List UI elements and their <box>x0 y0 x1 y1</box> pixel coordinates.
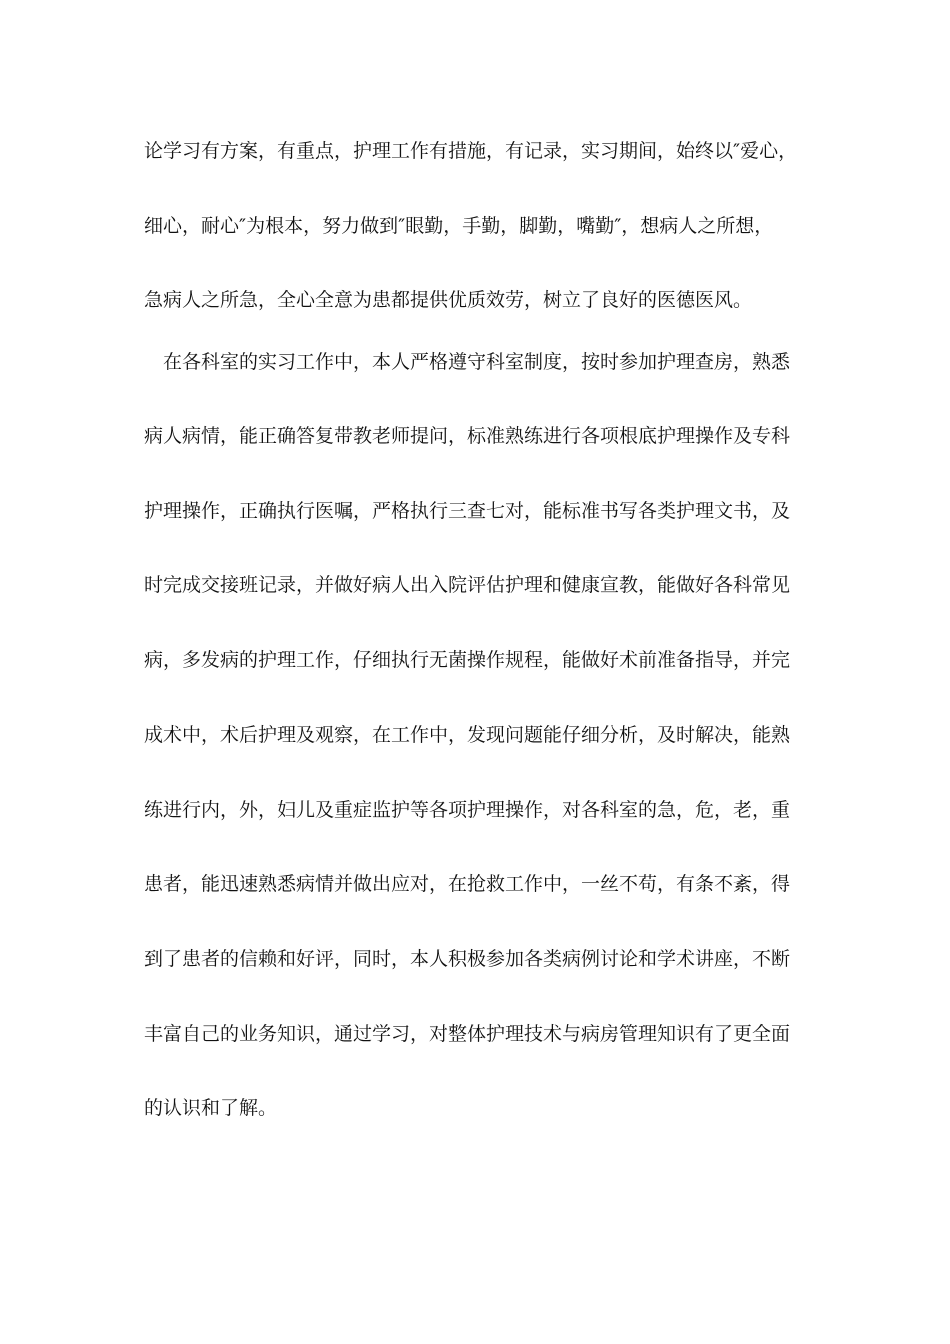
text-line: 护理操作，正确执行医嘱，严格执行三查七对，能标准书写各类护理文书，及 <box>144 500 791 522</box>
text-line: 成术中，术后护理及观察，在工作中，发现问题能仔细分析，及时解决，能熟 <box>144 724 791 746</box>
paragraph-start-line: 在各科室的实习工作中，本人严格遵守科室制度，按时参加护理查房，熟悉 <box>163 351 791 373</box>
text-line: 急病人之所急，全心全意为患都提供优质效劳，树立了良好的医德医风。 <box>144 289 753 311</box>
text-line: 到了患者的信赖和好评，同时，本人积极参加各类病例讨论和学术讲座，不断 <box>144 948 791 970</box>
text-line: 患者，能迅速熟悉病情并做出应对，在抢救工作中，一丝不苟，有条不紊，得 <box>144 873 791 895</box>
text-line: 丰富自己的业务知识，通过学习，对整体护理技术与病房管理知识有了更全面 <box>144 1023 791 1045</box>
text-line: 病人病情，能正确答复带教老师提问，标准熟练进行各项根底护理操作及专科 <box>144 425 791 447</box>
text-line: 的认识和了解。 <box>144 1097 278 1119</box>
text-line: 细心，耐心″为根本，努力做到″眼勤，手勤，脚勤，嘴勤″，想病人之所想， <box>144 215 774 237</box>
text-line: 练进行内，外，妇儿及重症监护等各项护理操作，对各科室的急，危，老，重 <box>144 799 791 821</box>
text-line: 病，多发病的护理工作，仔细执行无菌操作规程，能做好术前准备指导，并完 <box>144 649 791 671</box>
text-line: 时完成交接班记录，并做好病人出入院评估护理和健康宣教，能做好各科常见 <box>144 574 791 596</box>
text-line: 论学习有方案，有重点，护理工作有措施，有记录，实习期间，始终以″爱心， <box>144 140 798 162</box>
